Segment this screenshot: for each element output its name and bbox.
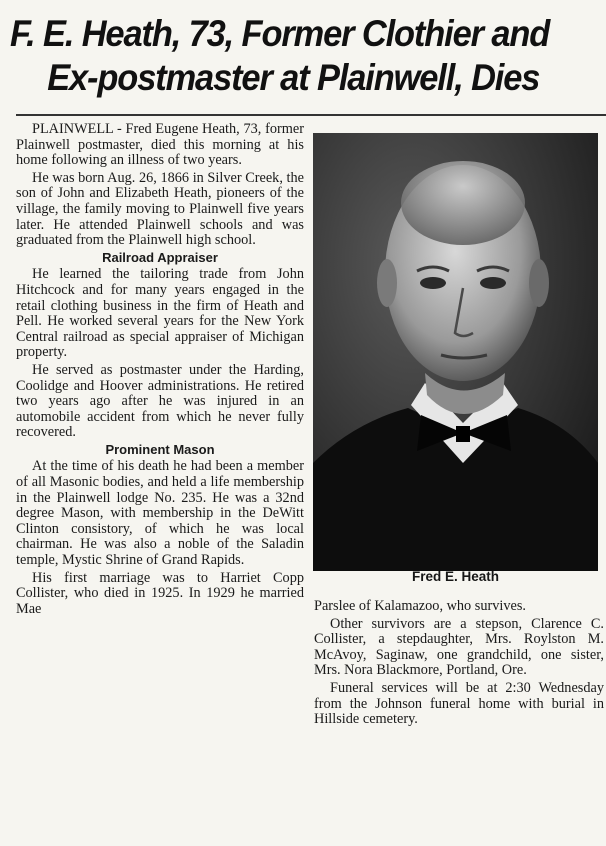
portrait-photo: [313, 133, 598, 571]
article-paragraph: Parslee of Kalamazoo, who survives.: [314, 598, 527, 614]
portrait-image: [313, 133, 598, 571]
article-column-right: [314, 599, 604, 728]
subheading: Railroad Appraiser: [102, 249, 218, 265]
article-paragraph: He learned the tailoring trade from John Hitchcock and for many years engaged in the retail clothing business in the firm of Heath and Pell. He worked several years for the New York Central railroad as special appraiser of Michigan property.: [16, 266, 304, 361]
headline-rule: [16, 114, 606, 116]
article-paragraph: He was born Aug. 26, 1866 in Silver Creek, the son of John and Elizabeth Heath, pioneers of the village, the family moving to Plainwell five years later. He attended Plainwell schools and was graduated from the Plainwell high school.: [16, 169, 304, 249]
article-paragraph: He served as postmaster under the Harding, Coolidge and Hoover administrations. He retired two years ago after he was injured in an automobile accident from which he never fully recovered.: [16, 361, 304, 441]
photo-caption: Fred E. Heath: [411, 569, 500, 584]
subheading: Prominent Mason: [105, 441, 215, 457]
article-paragraph: Funeral services will be at 2:30 Wednesday from the Johnson funeral home with burial in Hillside cemetery.: [314, 679, 604, 728]
article-paragraph: PLAINWELL - Fred Eugene Heath, 73, former Plainwell postmaster, died this morning at his home following an illness of two years.: [16, 121, 304, 169]
article-paragraph: At the time of his death he had been a member of all Masonic bodies, and held a life membership in the Plainwell lodge No. 235. He was a 32nd degree Mason, with membership in the DeWitt Clinton consistory, of which he was local chairman. He was also a noble of the Saladin temple, Mystic Shrine of Grand Rapids.: [16, 458, 304, 569]
headline-line-1: F. E. Heath, 73, Former Clothier and: [10, 13, 550, 54]
article-column-left: [16, 122, 304, 617]
article-paragraph: His first marriage was to Harriet Copp Collister, who died in 1925. In 1929 he married Mae: [16, 569, 304, 617]
headline: [10, 12, 568, 100]
headline-line-2: Ex-postmaster at Plainwell, Dies: [47, 57, 540, 98]
article-paragraph: Other survivors are a stepson, Clarence C. Collister, a stepdaughter, Mrs. Roylston M. McAvoy, Saginaw, one grandchild, one sister, Mrs. Nora Blackmore, Portland, Ore.: [314, 615, 604, 679]
